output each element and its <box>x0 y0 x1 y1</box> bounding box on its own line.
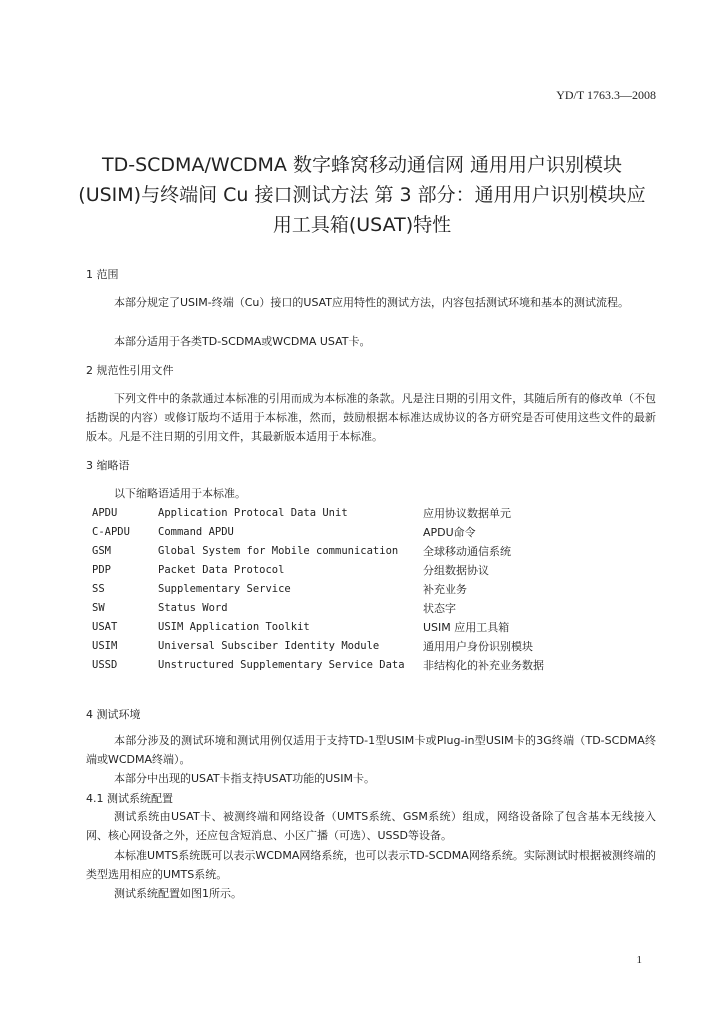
section-4-paragraph-5: 测试系统配置如图1所示。 <box>114 887 242 900</box>
section-1-paragraph-2: 本部分适用于各类TD-SCDMA或WCDMA USAT卡。 <box>114 335 371 348</box>
abbreviation-term: GSM <box>92 544 111 557</box>
title-line-3: 用工具箱(USAT)特性 <box>272 214 452 236</box>
section-1-paragraph-1: 本部分规定了USIM-终端（Cu）接口的USAT应用特性的测试方法，内容包括测试环境和基本的测试流程。 <box>114 296 630 309</box>
page-number: 1 <box>636 954 642 966</box>
abbreviation-term: APDU <box>92 506 118 519</box>
section-4-heading: 4 测试环境 <box>86 708 141 721</box>
abbreviation-term: USAT <box>92 620 118 633</box>
section-4-paragraph-4: 本标准UMTS系统既可以表示WCDMA网络系统，也可以表示TD-SCDMA网络系统。实际测试时根据被测终端的类型选用相应的UMTS系统。 <box>86 849 656 881</box>
abbreviation-chinese: 非结构化的补充业务数据 <box>423 658 544 672</box>
abbreviation-chinese: USIM 应用工具箱 <box>423 620 510 634</box>
abbreviation-chinese: 分组数据协议 <box>423 563 489 577</box>
section-2-paragraph-1: 下列文件中的条款通过本标准的引用而成为本标准的条款。凡是注日期的引用文件，其随后所有的修改单（不包括勘误的内容）或修订版均不适用于本标准，然而，鼓励根据本标准达成协议的各方研究是否可使用这些文件的最新版本。凡是不注日期的引用文件，其最新版本适用于本标准。 <box>86 392 656 443</box>
abbreviation-full-name: USIM Application Toolkit <box>158 620 310 633</box>
abbreviation-row <box>92 579 544 598</box>
abbreviation-row <box>92 522 544 541</box>
title-line-1: TD-SCDMA/WCDMA 数字蜂窝移动通信网 通用用户识别模块 <box>102 154 622 176</box>
document-code: YD/T 1763.3—2008 <box>556 88 656 102</box>
title-line-2: (USIM)与终端间 Cu 接口测试方法 第 3 部分：通用用户识别模块应 <box>78 184 646 206</box>
abbreviation-full-name: Status Word <box>158 601 228 614</box>
section-3-heading: 3 缩略语 <box>86 459 130 472</box>
section-4-paragraph-1: 本部分涉及的测试环境和测试用例仅适用于支持TD-1型USIM卡或Plug-in型USIM卡的3G终端（TD-SCDMA终端或WCDMA终端）。 <box>86 734 656 766</box>
abbreviation-row <box>92 541 544 560</box>
abbreviation-term: SW <box>92 601 105 614</box>
abbreviation-row <box>92 503 544 522</box>
abbreviation-chinese: 应用协议数据单元 <box>423 506 511 520</box>
abbreviation-term: USSD <box>92 658 118 671</box>
abbreviation-full-name: Command APDU <box>158 525 234 538</box>
abbreviation-row <box>92 560 544 579</box>
abbreviation-full-name: Unstructured Supplementary Service Data <box>158 658 405 671</box>
abbreviation-full-name: Packet Data Protocol <box>158 563 285 576</box>
document-title <box>0 150 724 240</box>
abbreviation-chinese: 状态字 <box>423 601 456 615</box>
section-4-paragraph-3: 测试系统由USAT卡、被测终端和网络设备（UMTS系统、GSM系统）组成，网络设备除了包含基本无线接入网、核心网设备之外，还应包含短消息、小区广播（可选）、USSD等设备。 <box>86 810 656 842</box>
abbreviation-term: C-APDU <box>92 525 130 538</box>
section-1-heading: 1 范围 <box>86 268 119 281</box>
section-3-intro: 以下缩略语适用于本标准。 <box>114 487 246 500</box>
abbreviation-row <box>92 598 544 617</box>
abbreviation-full-name: Supplementary Service <box>158 582 291 595</box>
abbreviation-chinese: 全球移动通信系统 <box>423 544 511 558</box>
abbreviation-full-name: Application Protocal Data Unit <box>158 506 348 519</box>
abbreviation-chinese: 补充业务 <box>423 582 467 596</box>
section-4-1-heading: 4.1 测试系统配置 <box>86 792 173 805</box>
abbreviation-row <box>92 636 544 655</box>
abbreviation-chinese: 通用用户身份识别模块 <box>423 639 533 653</box>
abbreviation-row <box>92 617 544 636</box>
abbreviation-full-name: Global System for Mobile communication <box>158 544 399 557</box>
abbreviation-term: PDP <box>92 563 111 576</box>
section-4-paragraph-2: 本部分中出现的USAT卡指支持USAT功能的USIM卡。 <box>114 772 376 785</box>
abbreviation-chinese: APDU命令 <box>423 525 476 539</box>
abbreviation-term: SS <box>92 582 105 595</box>
section-2-heading: 2 规范性引用文件 <box>86 364 174 377</box>
abbreviation-term: USIM <box>92 639 118 652</box>
abbreviation-full-name: Universal Subsciber Identity Module <box>158 639 380 652</box>
abbreviation-row <box>92 655 544 674</box>
abbreviation-table <box>92 503 544 674</box>
